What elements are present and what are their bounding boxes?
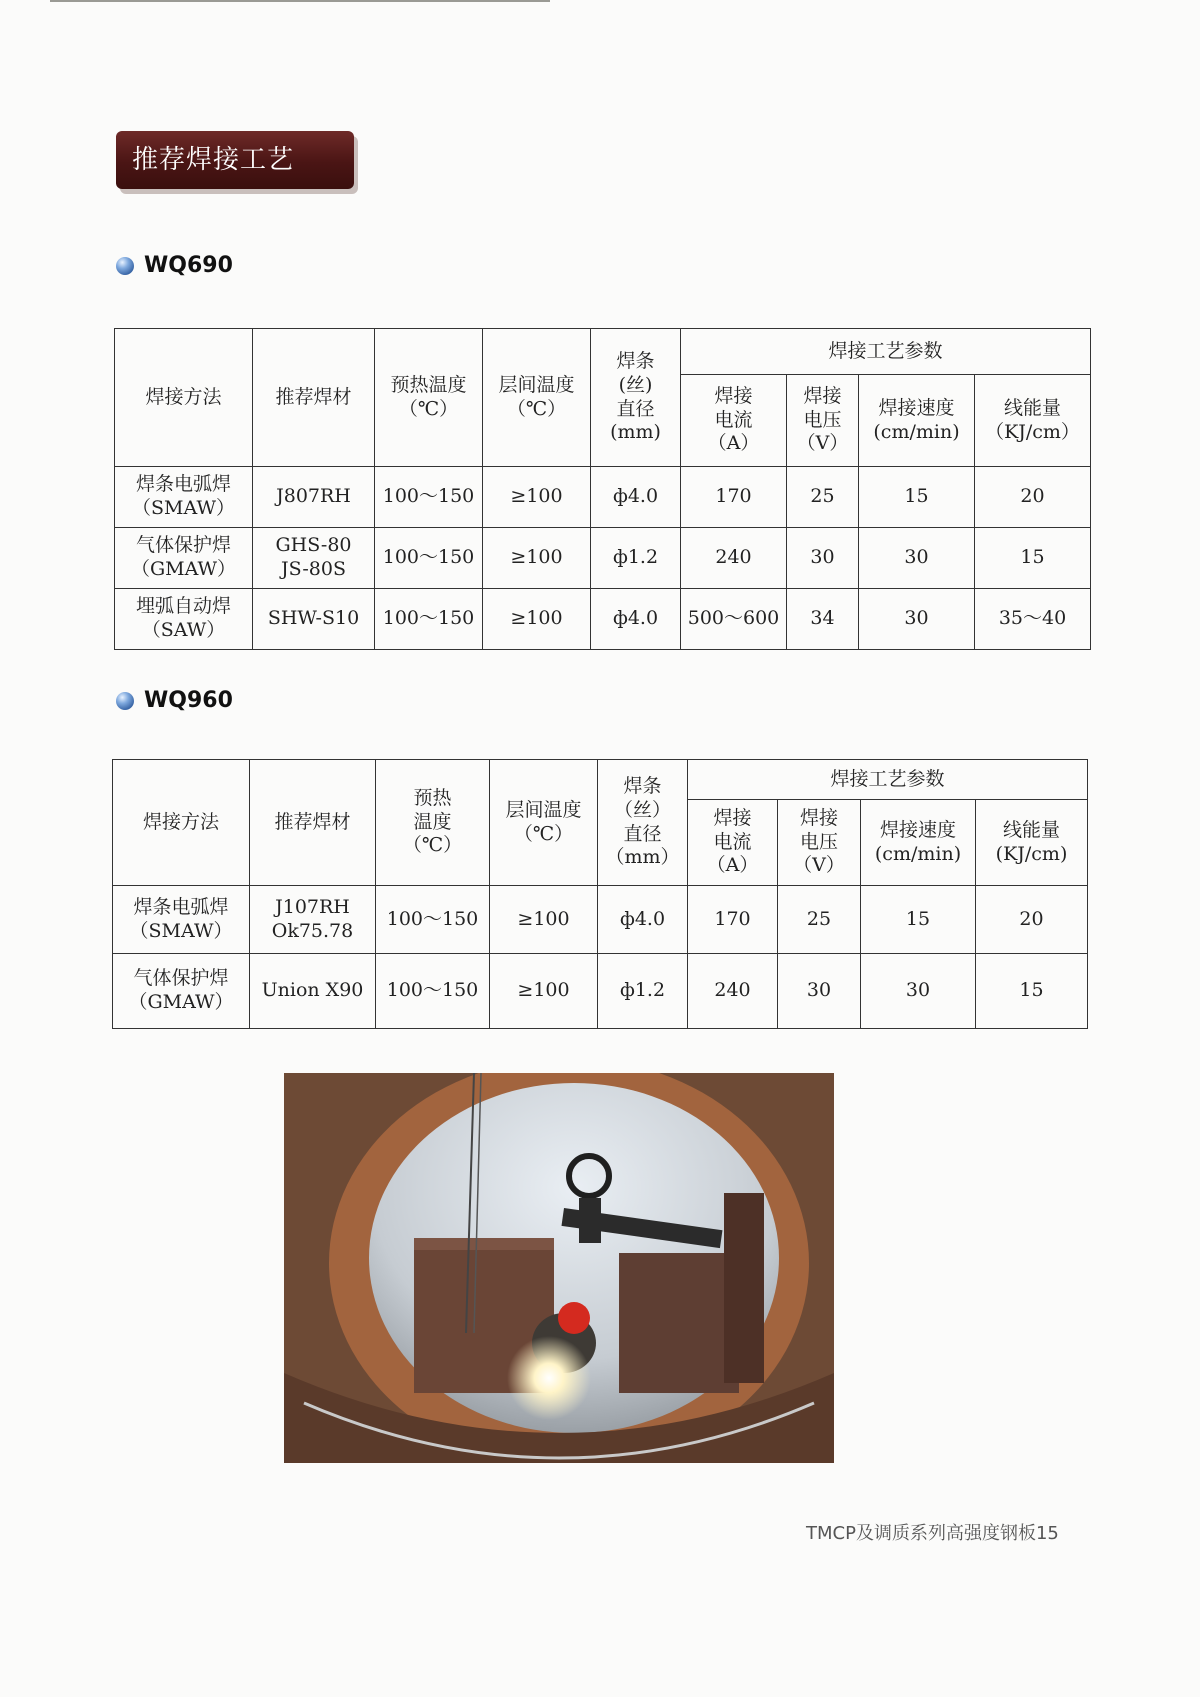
section-banner [116, 131, 354, 189]
bullet-icon [116, 692, 134, 710]
header-line: （mm） [605, 846, 680, 869]
cell-speed: 30 [861, 954, 976, 1029]
header-heat-input [975, 375, 1091, 467]
background-tank [619, 1253, 739, 1393]
cell-electrode: ф4.0 [591, 467, 681, 528]
header-interpass [483, 329, 591, 467]
header-line: 焊条 [623, 775, 662, 797]
header-line: （A） [706, 854, 759, 877]
welding-photo-svg [284, 1073, 834, 1463]
cell-material [250, 886, 376, 954]
header-line: 电压 [799, 830, 838, 853]
background-column [724, 1193, 764, 1383]
cell-method [115, 467, 253, 528]
cell-line: （SAW） [141, 619, 226, 641]
header-line: (cm/min) [874, 842, 962, 865]
header-params-group: 焊接工艺参数 [681, 329, 1091, 375]
cell-heat-input: 20 [975, 467, 1091, 528]
header-line: 电压 [803, 408, 842, 431]
cell-line: 埋弧自动焊 [135, 595, 231, 618]
cell-voltage: 25 [787, 467, 859, 528]
background-tank-top [414, 1238, 554, 1250]
header-line: 直径 [616, 397, 655, 420]
cell-speed: 30 [859, 528, 975, 589]
header-line: 焊条 [616, 350, 655, 372]
header-line: 线能量 [1003, 818, 1061, 841]
header-electrode [598, 760, 688, 886]
header-line: （℃） [513, 822, 574, 845]
cell-method [115, 528, 253, 589]
header-line: 焊接 [803, 384, 842, 407]
header-speed [859, 375, 975, 467]
header-line: （V） [796, 432, 849, 455]
header-current [681, 375, 787, 467]
header-line: 温度 [413, 810, 452, 833]
header-line: 焊接速度 [879, 818, 956, 841]
cell-line: 焊条电弧焊 [135, 473, 231, 496]
cell-line: GHS-80 [275, 534, 352, 557]
cell-line: JS-80S [281, 558, 346, 580]
banner-title: 推荐焊接工艺 [132, 145, 295, 175]
header-voltage [787, 375, 859, 467]
cell-interpass: ≥100 [490, 886, 598, 954]
cell-heat-input: 15 [976, 954, 1088, 1029]
cell-electrode: ф1.2 [591, 528, 681, 589]
header-method: 焊接方法 [113, 760, 250, 886]
cell-speed: 15 [859, 467, 975, 528]
cell-heat-input: 15 [975, 528, 1091, 589]
header-material: 推荐焊材 [250, 760, 376, 886]
wq960-heading-text: WQ960 [144, 688, 233, 713]
header-line: 焊接速度 [878, 396, 955, 419]
header-speed [861, 800, 976, 886]
cell-current: 240 [688, 954, 778, 1029]
header-electrode [591, 329, 681, 467]
header-line: （丝） [613, 798, 671, 821]
cell-preheat: 100～150 [375, 589, 483, 650]
table-row [113, 954, 1088, 1029]
cell-speed: 15 [861, 886, 976, 954]
wq690-table [114, 328, 1091, 650]
header-line: （KJ/cm） [985, 420, 1080, 443]
cell-line: 气体保护焊 [133, 967, 229, 990]
cell-preheat: 100～150 [376, 954, 490, 1029]
header-line: (cm/min) [873, 420, 960, 443]
header-line: （℃） [506, 397, 567, 420]
table-row [113, 886, 1088, 954]
cell-voltage: 34 [787, 589, 859, 650]
cell-interpass: ≥100 [490, 954, 598, 1029]
header-line: （V） [793, 854, 845, 877]
cell-line: （SMAW） [129, 919, 233, 942]
welding-spark [507, 1336, 591, 1420]
wq960-heading [116, 688, 233, 713]
cell-material [253, 528, 375, 589]
cell-electrode: ф4.0 [591, 589, 681, 650]
cell-electrode: ф4.0 [598, 886, 688, 954]
cell-voltage: 25 [778, 886, 861, 954]
cell-line: 焊条电弧焊 [133, 895, 229, 918]
welding-head [579, 1198, 601, 1243]
cell-interpass: ≥100 [483, 589, 591, 650]
header-line: 预热 [413, 786, 452, 809]
header-line: 层间温度 [498, 373, 575, 396]
cell-material: Union X90 [250, 954, 376, 1029]
cell-heat-input: 20 [976, 886, 1088, 954]
header-line: 焊接 [799, 806, 838, 829]
cell-line: J107RH [275, 895, 350, 918]
header-interpass [490, 760, 598, 886]
cell-current: 170 [688, 886, 778, 954]
header-line: 预热温度 [390, 373, 467, 396]
cell-line: 气体保护焊 [135, 534, 231, 557]
header-line: 层间温度 [505, 798, 582, 821]
header-method: 焊接方法 [115, 329, 253, 467]
cell-material: SHW-S10 [253, 589, 375, 650]
header-voltage [778, 800, 861, 886]
wq690-heading [116, 253, 233, 278]
header-material: 推荐焊材 [253, 329, 375, 467]
header-line: 焊接 [713, 806, 752, 829]
cell-method [113, 954, 250, 1029]
cell-preheat: 100～150 [376, 886, 490, 954]
header-line: 电流 [714, 408, 753, 431]
cell-preheat: 100～150 [375, 467, 483, 528]
header-params-group: 焊接工艺参数 [688, 760, 1088, 800]
cell-electrode: ф1.2 [598, 954, 688, 1029]
cell-heat-input: 35～40 [975, 589, 1091, 650]
cell-current: 170 [681, 467, 787, 528]
page-footer: TMCP及调质系列高强度钢板15 [806, 1523, 1059, 1544]
top-rule [50, 0, 550, 2]
cell-voltage: 30 [778, 954, 861, 1029]
cell-current: 240 [681, 528, 787, 589]
table-row [115, 467, 1091, 528]
header-line: （℃） [402, 834, 463, 857]
cell-current: 500～600 [681, 589, 787, 650]
cell-voltage: 30 [787, 528, 859, 589]
cell-line: Ok75.78 [271, 919, 354, 942]
table-row [115, 528, 1091, 589]
header-heat-input [976, 800, 1088, 886]
cell-interpass: ≥100 [483, 467, 591, 528]
header-line: 电流 [713, 830, 752, 853]
header-line: 线能量 [1004, 396, 1062, 419]
cell-line: （SMAW） [132, 497, 235, 519]
welder-helmet [558, 1302, 590, 1334]
header-current [688, 800, 778, 886]
header-preheat [376, 760, 490, 886]
header-preheat [375, 329, 483, 467]
cell-material: J807RH [253, 467, 375, 528]
header-line: （℃） [398, 397, 459, 420]
wq690-heading-text: WQ690 [144, 253, 233, 278]
header-line: 直径 [623, 822, 662, 845]
header-line: (mm) [610, 421, 661, 444]
cell-speed: 30 [859, 589, 975, 650]
welding-photo [284, 1073, 834, 1463]
cell-line: （GMAW） [128, 991, 234, 1013]
header-line: (KJ/cm) [995, 842, 1068, 865]
cell-method [113, 886, 250, 954]
wq960-table [112, 759, 1088, 1029]
bullet-icon [116, 257, 134, 275]
header-line: 焊接 [714, 384, 753, 407]
header-line: (丝) [618, 373, 653, 396]
cell-method [115, 589, 253, 650]
cell-interpass: ≥100 [483, 528, 591, 589]
cell-preheat: 100～150 [375, 528, 483, 589]
header-line: （A） [707, 432, 760, 455]
table-row [115, 589, 1091, 650]
cell-line: （GMAW） [130, 558, 237, 580]
